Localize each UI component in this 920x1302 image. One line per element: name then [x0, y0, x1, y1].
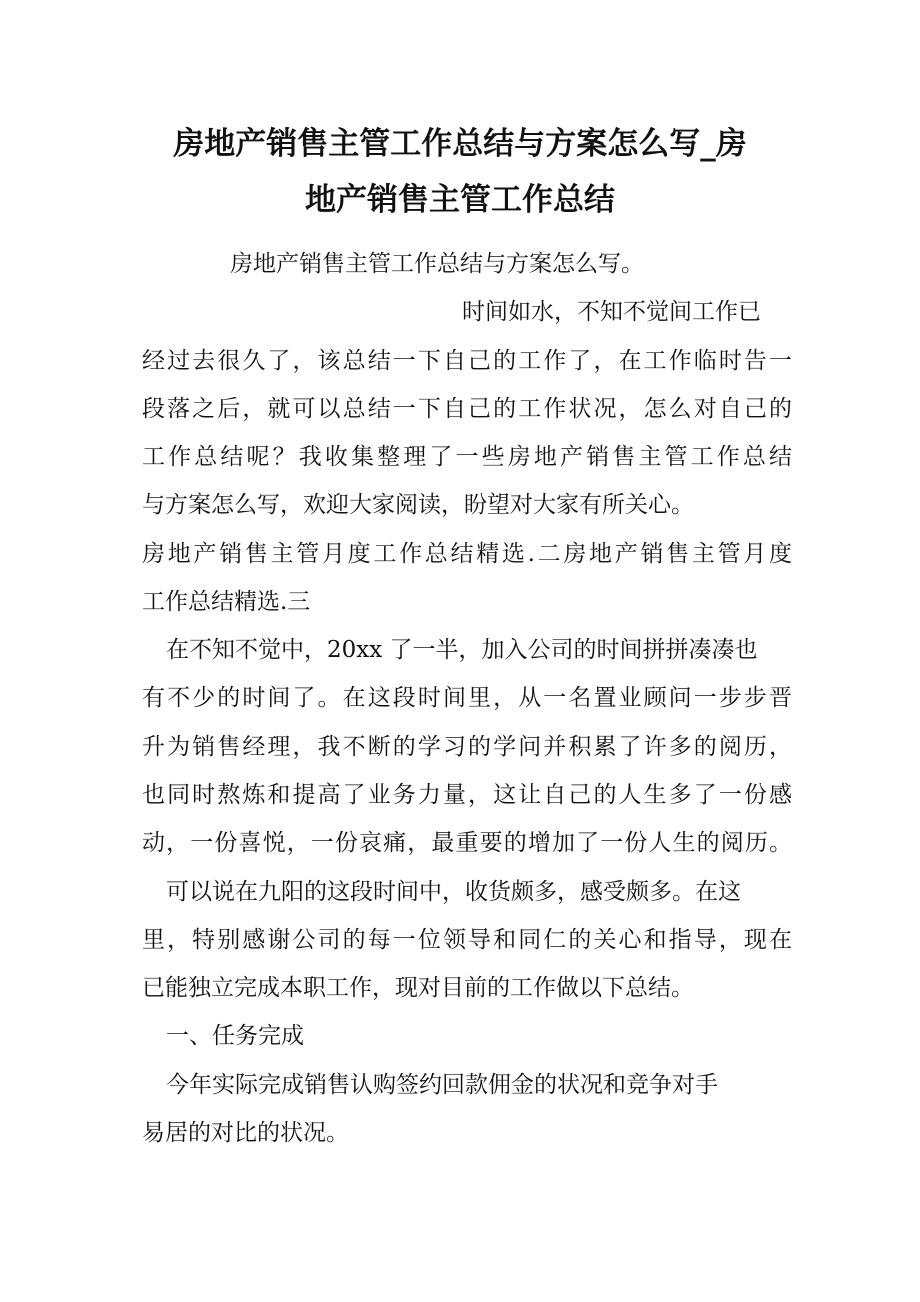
paragraph-line: 段落之后，就可以总结一下自己的工作状况，怎么对自己的 — [142, 396, 792, 422]
document-title-line-2: 地产销售主管工作总结 — [305, 182, 615, 218]
paragraph-line: 与方案怎么写，欢迎大家阅读，盼望对大家有所关心。 — [142, 492, 694, 518]
paragraph-line: 已能独立完成本职工作，现对目前的工作做以下总结。 — [142, 975, 694, 1001]
paragraph-line: 工作总结呢？我收集整理了一些房地产销售主管工作总结 — [142, 444, 792, 470]
paragraph-line: 房地产销售主管月度工作总结精选.二房地产销售主管月度 — [142, 541, 792, 567]
paragraph-line: 里，特别感谢公司的每一位领导和同仁的关心和指导，现在 — [142, 927, 792, 953]
document-title-line-1: 房地产销售主管工作总结与方案怎么写_房 — [173, 126, 747, 162]
paragraph-line: 经过去很久了，该总结一下自己的工作了，在工作临时告一 — [142, 348, 792, 374]
paragraph-line: 工作总结精选.三 — [142, 589, 311, 615]
paragraph-line: 可以说在九阳的这段时间中，收货颇多，感受颇多。在这 — [166, 879, 741, 905]
paragraph-line: 时间如水，不知不觉间工作已 — [462, 299, 761, 325]
paragraph-line: 有不少的时间了。在这段时间里，从一名置业顾问一步步晋 — [142, 685, 792, 711]
intro-line: 房地产销售主管工作总结与方案怎么写。 — [230, 251, 644, 277]
paragraph-line: 也同时熬炼和提高了业务力量，这让自己的人生多了一份感 — [142, 782, 792, 808]
paragraph-line: 易居的对比的状况。 — [142, 1120, 349, 1146]
paragraph-line: 动，一份喜悦，一份哀痛，最重要的增加了一份人生的阅历。 — [142, 830, 792, 856]
paragraph-line: 在不知不觉中，20xx 了一半，加入公司的时间拼拼凑凑也 — [166, 637, 758, 663]
paragraph-line: 今年实际完成销售认购签约回款佣金的状况和竞争对手 — [166, 1072, 718, 1098]
section-heading: 一、任务完成 — [166, 1023, 304, 1049]
paragraph-line: 升为销售经理，我不断的学习的学问并积累了许多的阅历， — [142, 734, 792, 760]
